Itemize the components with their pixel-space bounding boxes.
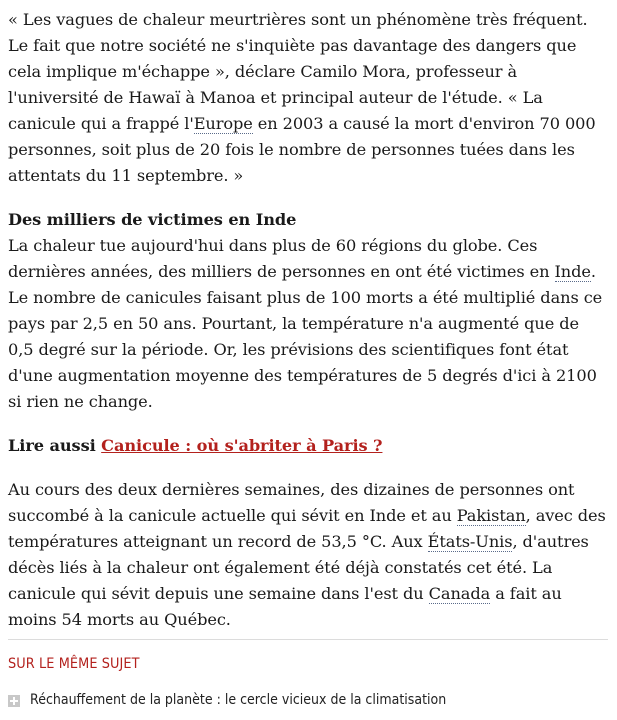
lire-aussi: [8, 433, 608, 459]
related-item[interactable]: [8, 692, 492, 708]
article-paragraph-3: Au cours des deux dernières semaines, des dizaines de personnes ont succombé à la canicule actuelle qui sévit en Inde et au Pakistan, avec des températures atteignant un record de 53,5 °C. Aux États-Unis, d'autres décès liés à la chaleur ont également été déjà constatés cet été. La canicule qui sévit depuis une semaine dans l'est du Canada a fait au moins 54 morts au Québec.: [8, 480, 606, 629]
lire-aussi-link[interactable]: Canicule : où s'abriter à Paris ?: [101, 436, 383, 455]
link-europe[interactable]: Europe: [193, 114, 253, 133]
link-canada[interactable]: Canada: [428, 584, 491, 603]
related-section-title: SUR LE MÊME SUJET: [8, 656, 140, 672]
article-body: [8, 7, 608, 633]
section-inde: Des milliers de victimes en Inde La chaleur tue aujourd'hui dans plus de 60 régions du globe. Ces dernières années, des milliers de personnes en ont été victimes en Inde. Le nombre de canicules faisant plus de 100 morts a été multiplié dans ce pays par 2,5 en 50 ans. Pourtant, la température n'a augmenté que de 0,5 degré sur la période. Or, les prévisions des scientifiques font état d'une augmentation moyenne des températures de 5 degrés d'ici à 2100 si rien ne change.: [8, 210, 603, 411]
lire-aussi-label: Lire aussi: [8, 436, 102, 455]
section-heading: Des milliers de victimes en Inde: [8, 210, 297, 229]
related-item-label: Réchauffement de la planète : le cercle vicieux de la climatisation: [30, 692, 447, 708]
plus-icon: [8, 695, 20, 707]
divider: [8, 639, 608, 640]
link-etats-unis[interactable]: États-Unis: [427, 532, 513, 551]
article-paragraph-quote: « Les vagues de chaleur meurtrières sont un phénomène très fréquent. Le fait que notre société ne s'inquiète pas davantage des dangers que cela implique m'échappe », déclare Camilo Mora, professeur à l'université de Hawaï à Manoa et principal auteur de l'étude. « La canicule qui a frappé l'Europe en 2003 a causé la mort d'environ 70 000 personnes, soit plus de 20 fois le nombre de personnes tuées dans les attentats du 11 septembre. »: [8, 10, 596, 185]
link-pakistan[interactable]: Pakistan: [456, 506, 526, 525]
link-inde[interactable]: Inde: [554, 262, 591, 281]
